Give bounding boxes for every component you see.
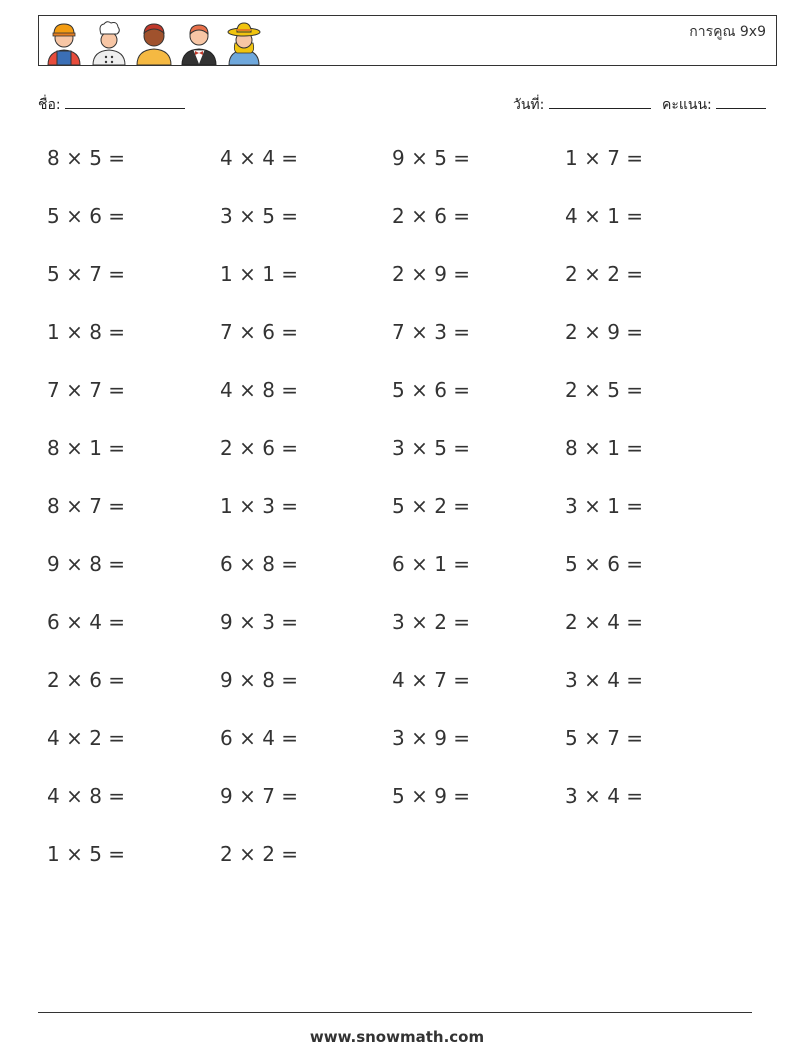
problem-item: 9 × 7 =: [220, 784, 299, 808]
score-label: คะแนน:: [662, 97, 712, 113]
problem-item: 2 × 6 =: [220, 436, 299, 460]
problem-item: 1 × 5 =: [47, 842, 126, 866]
problem-item: 5 × 7 =: [47, 262, 126, 286]
problem-item: 1 × 3 =: [220, 494, 299, 518]
farmer-icon: [225, 19, 263, 65]
footer-url: www.snowmath.com: [309, 1028, 485, 1046]
problem-item: 3 × 1 =: [565, 494, 644, 518]
name-field: [38, 94, 185, 116]
date-label: วันที่:: [513, 97, 545, 113]
chef-icon: [90, 19, 128, 65]
problem-item: 5 × 6 =: [565, 552, 644, 576]
problem-item: 3 × 2 =: [392, 610, 471, 634]
score-blank-line[interactable]: [716, 94, 766, 109]
problem-item: 1 × 8 =: [47, 320, 126, 344]
problem-item: 7 × 6 =: [220, 320, 299, 344]
problem-item: 5 × 2 =: [392, 494, 471, 518]
problem-item: 6 × 4 =: [47, 610, 126, 634]
avatar-strip: [45, 19, 263, 65]
problem-item: 2 × 6 =: [47, 668, 126, 692]
problem-item: 4 × 2 =: [47, 726, 126, 750]
problem-item: 3 × 4 =: [565, 784, 644, 808]
problem-item: 1 × 7 =: [565, 146, 644, 170]
name-label: ชื่อ:: [38, 97, 61, 113]
date-blank-line[interactable]: [549, 94, 651, 109]
problem-item: 8 × 7 =: [47, 494, 126, 518]
problem-item: 3 × 5 =: [220, 204, 299, 228]
problem-item: 5 × 7 =: [565, 726, 644, 750]
waiter-icon: [180, 19, 218, 65]
date-field: [513, 94, 651, 116]
problem-item: 8 × 1 =: [565, 436, 644, 460]
problem-item: 3 × 4 =: [565, 668, 644, 692]
problem-item: 9 × 8 =: [47, 552, 126, 576]
problem-item: 2 × 4 =: [565, 610, 644, 634]
problem-item: 2 × 2 =: [220, 842, 299, 866]
problem-item: 8 × 5 =: [47, 146, 126, 170]
problem-item: 4 × 4 =: [220, 146, 299, 170]
problem-item: 6 × 1 =: [392, 552, 471, 576]
sheet-title: การคูณ 9x9: [689, 24, 766, 40]
header-box: [38, 15, 777, 66]
problem-item: 9 × 3 =: [220, 610, 299, 634]
name-blank-line[interactable]: [65, 94, 185, 109]
problem-item: 6 × 4 =: [220, 726, 299, 750]
problem-item: 5 × 9 =: [392, 784, 471, 808]
problem-item: 3 × 9 =: [392, 726, 471, 750]
construction-worker-icon: [45, 19, 83, 65]
problem-item: 4 × 8 =: [220, 378, 299, 402]
problem-item: 6 × 8 =: [220, 552, 299, 576]
problem-item: 4 × 7 =: [392, 668, 471, 692]
problem-item: 3 × 5 =: [392, 436, 471, 460]
problem-item: 2 × 5 =: [565, 378, 644, 402]
problem-item: 8 × 1 =: [47, 436, 126, 460]
problem-item: 4 × 1 =: [565, 204, 644, 228]
man-icon: [135, 19, 173, 65]
problem-item: 7 × 3 =: [392, 320, 471, 344]
problem-item: 2 × 9 =: [565, 320, 644, 344]
problem-item: 7 × 7 =: [47, 378, 126, 402]
problem-item: 2 × 9 =: [392, 262, 471, 286]
problem-item: 1 × 1 =: [220, 262, 299, 286]
problem-item: 4 × 8 =: [47, 784, 126, 808]
score-field: [662, 94, 766, 116]
problem-item: 9 × 5 =: [392, 146, 471, 170]
problem-item: 5 × 6 =: [392, 378, 471, 402]
footer-divider: [38, 1012, 752, 1013]
problem-item: 5 × 6 =: [47, 204, 126, 228]
problem-item: 2 × 2 =: [565, 262, 644, 286]
problem-item: 2 × 6 =: [392, 204, 471, 228]
problem-item: 9 × 8 =: [220, 668, 299, 692]
